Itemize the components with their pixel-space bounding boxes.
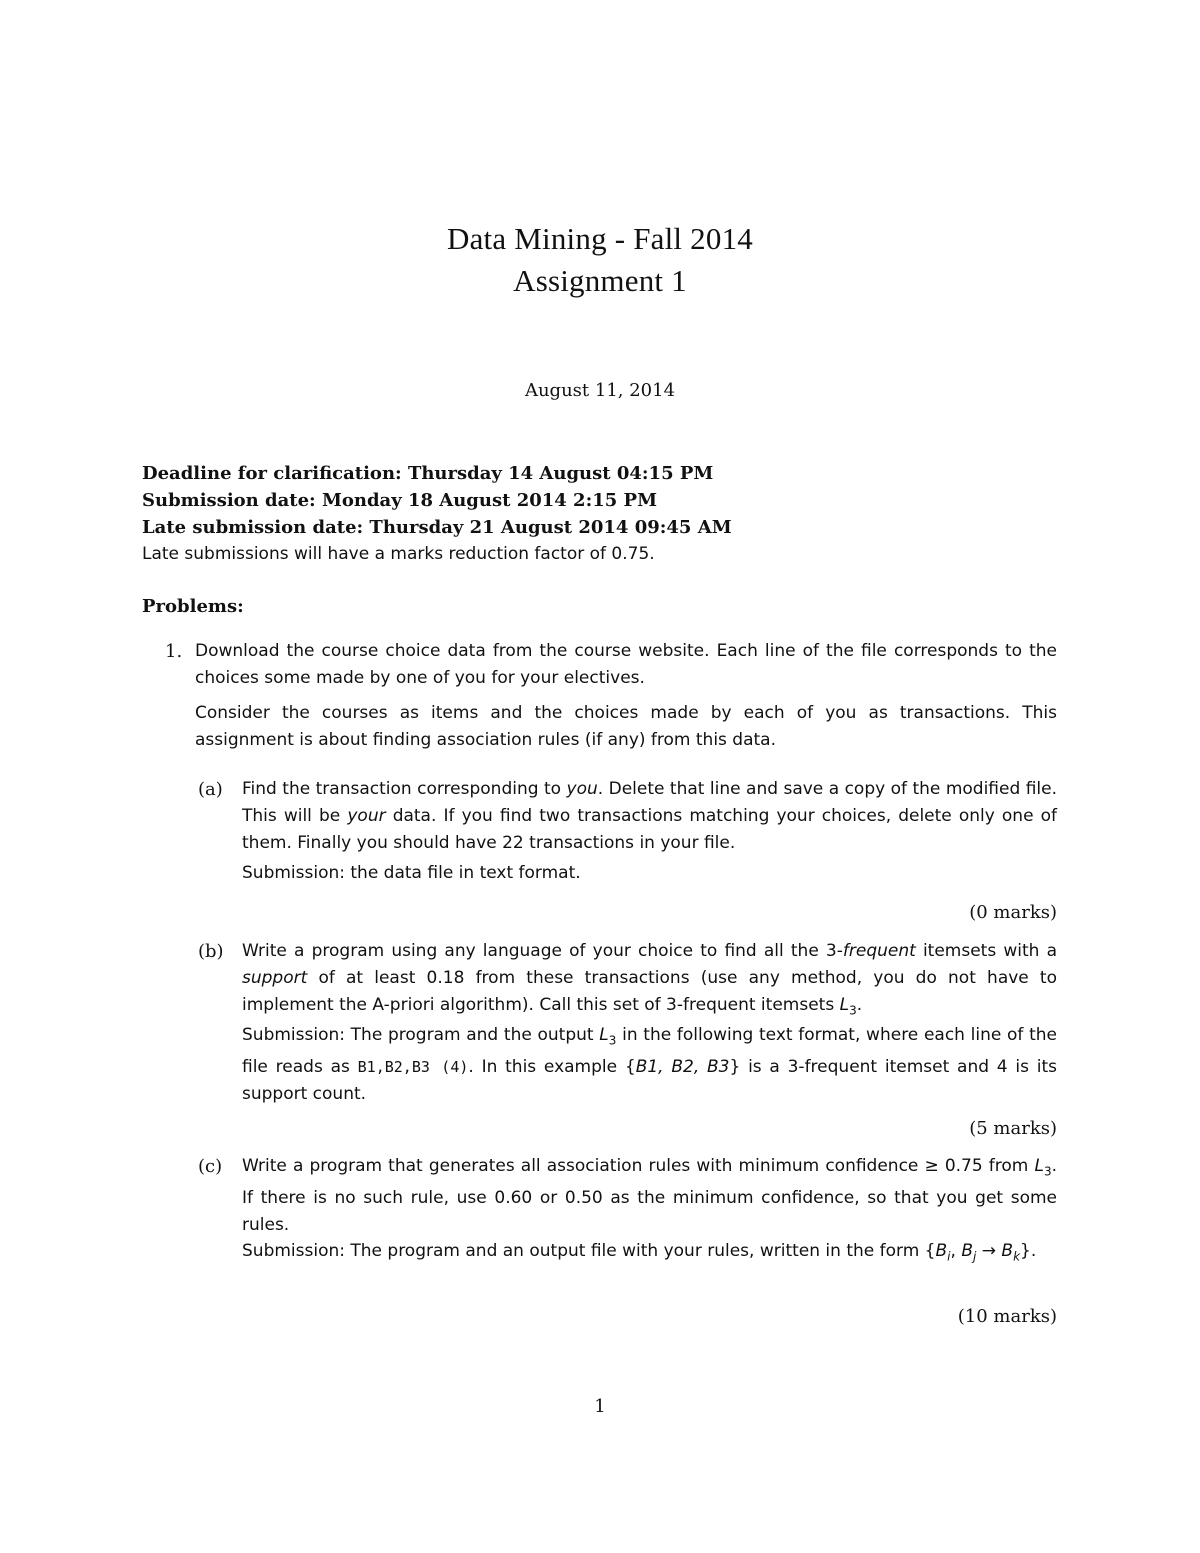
math-l3-subscript: 3 <box>608 1033 617 1048</box>
example-code: B1,B2,B3 (4) <box>357 1058 469 1077</box>
problem-number: 1. <box>165 641 183 662</box>
math-rule-k: k <box>1013 1249 1021 1264</box>
problem-intro-paragraph-1: Download the course choice data from the course website. Each line of the file corresponds to the choices some made by one of you for your electives. <box>195 641 1057 688</box>
subproblem-c-text-part: . If there is no such rule, use 0.60 or 0.50 as the minimum confidence, so that you get some rules. <box>242 1156 1057 1236</box>
math-l3-subscript: 3 <box>849 1003 857 1018</box>
subproblem-a-label: (a) <box>198 779 223 800</box>
subproblem-b-submission <box>242 1022 1057 1108</box>
math-rule-bj: B <box>961 1241 973 1261</box>
subproblem-a-submission: Submission: the data file in text format. <box>242 863 581 883</box>
subproblem-a-text <box>242 776 1057 857</box>
subproblem-b-submission-part: Submission: The program and the output <box>242 1025 600 1045</box>
subproblem-b-text-part: itemsets with a <box>915 941 1057 961</box>
math-l3: L <box>1034 1156 1044 1176</box>
math-comma: , <box>950 1241 962 1261</box>
subproblem-a-text-part: Find the transaction corresponding to <box>242 779 567 799</box>
late-submission-note: Late submissions will have a marks reduction factor of 0.75. <box>142 544 655 564</box>
subproblem-b-text-part: . <box>856 995 863 1015</box>
subproblem-b-text-part: of at least 0.18 from these transactions (use any method, you do not have to implement the A-priori algorithm). Call this set of 3-frequent itemsets <box>242 968 1057 1015</box>
subproblem-b-text-part: Write a program using any language of your choice to find all the 3- <box>242 941 843 961</box>
deadlines-block <box>142 460 1062 568</box>
example-itemset: B1, B2, B3 <box>635 1057 730 1078</box>
math-arrow: → <box>981 1241 996 1261</box>
math-rule-j: j <box>972 1249 977 1264</box>
subproblem-c-submission-part: }. <box>1020 1241 1037 1261</box>
math-l3: L <box>839 995 850 1015</box>
subproblem-c-marks: (10 marks) <box>957 1306 1057 1327</box>
document-date: August 11, 2014 <box>524 380 676 401</box>
document-title: Data Mining - Fall 2014 <box>447 221 753 256</box>
math-l3: L <box>599 1025 609 1045</box>
math-rule-bi: B <box>935 1241 948 1261</box>
subproblem-b-text <box>242 938 1057 1024</box>
math-l3-subscript: 3 <box>1043 1164 1052 1179</box>
emphasis-your: your <box>347 806 386 826</box>
subproblem-a-text-part: . Delete that line and save a copy of the modified file. This will be <box>242 779 1058 826</box>
emphasis-you: you <box>566 779 598 799</box>
emphasis-frequent: frequent <box>842 941 916 961</box>
subproblem-b-submission-part: in the following text format, where each line of the file reads as <box>242 1025 1057 1078</box>
math-rule-i: i <box>947 1249 951 1264</box>
document-subtitle: Assignment 1 <box>513 263 687 298</box>
late-submission-deadline: Late submission date: Thursday 21 August 2014 09:45 AM <box>142 517 732 538</box>
problems-heading: Problems: <box>142 596 244 617</box>
subproblem-c-text <box>242 1153 1057 1239</box>
subproblem-b-label: (b) <box>198 941 224 962</box>
page-number: 1 <box>594 1396 606 1417</box>
subproblem-c-submission-part: Submission: The program and an output file with your rules, written in the form { <box>242 1241 936 1261</box>
subproblem-c-label: (c) <box>198 1156 223 1177</box>
subproblem-b-submission-part: . In this example { <box>468 1057 636 1078</box>
subproblem-c-text-part: Write a program that generates all association rules with minimum confidence ≥ 0.75 from <box>242 1156 1035 1176</box>
subproblem-b-submission-part: } is a 3-frequent itemset and 4 is its support count. <box>242 1057 1057 1105</box>
subproblem-c-submission <box>242 1238 1057 1270</box>
submission-deadline: Submission date: Monday 18 August 2014 2:15 PM <box>142 490 658 511</box>
document-title-block <box>0 218 1200 302</box>
subproblem-b-marks: (5 marks) <box>969 1118 1057 1139</box>
subproblem-a-text-part: data. If you find two transactions matching your choices, delete only one of them. Finally you should have 22 transactions in your file. <box>242 806 1058 853</box>
math-rule-bk: B <box>1001 1241 1014 1261</box>
emphasis-support: support <box>242 968 308 988</box>
problem-intro-paragraph-2: Consider the courses as items and the choices made by each of you as transactions. This assignment is about finding association rules (if any) from this data. <box>195 703 1057 750</box>
subproblem-a-marks: (0 marks) <box>969 902 1057 923</box>
clarification-deadline: Deadline for clarification: Thursday 14 August 04:15 PM <box>142 463 714 484</box>
